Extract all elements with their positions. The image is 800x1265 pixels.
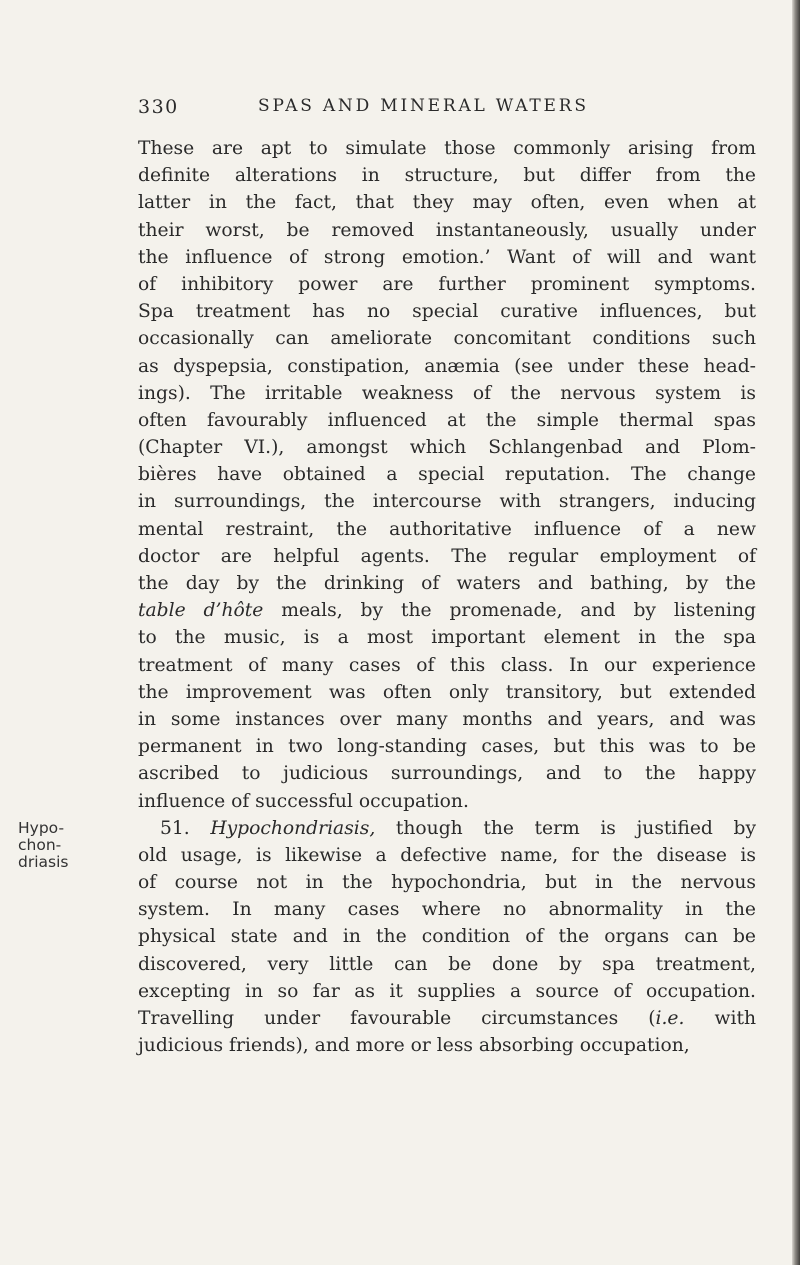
text-line: bières have obtained a special reputation. The change (138, 464, 756, 486)
text-line: to the music, is a most important element in the spa (138, 627, 756, 649)
text-line: old usage, is likewise a defective name, for the disease is (138, 844, 756, 866)
text-line: as dyspepsia, constipation, anæmia (see under these head- (138, 355, 756, 377)
text-line: latter in the fact, that they may often, even when at (138, 192, 756, 214)
text-line: physical state and in the condition of the organs can be (138, 926, 756, 948)
text-line: treatment of many cases of this class. In our experience (138, 654, 756, 676)
text-line: the improvement was often only transitory, but extended (138, 681, 756, 703)
text-line: doctor are helpful agents. The regular employment of (138, 545, 756, 567)
text-line: of inhibitory power are further prominent symptoms. (138, 273, 756, 295)
body-text (138, 135, 756, 1059)
page-edge-shadow (792, 0, 800, 1265)
margin-note-line: chon- (18, 836, 62, 854)
page-number: 330 (138, 96, 179, 118)
text-line: ascribed to judicious surroundings, and to the happy (138, 763, 756, 785)
text-line: permanent in two long-standing cases, but this was to be (138, 736, 756, 758)
section-title-hypochondriasis: Hypochondriasis, (210, 817, 376, 839)
text-line: their worst, be removed instantaneously, usually under (138, 219, 756, 241)
text-line: definite alterations in structure, but differ from the (138, 165, 756, 187)
text-segment: though the term is justified by (375, 817, 756, 839)
text-line: the influence of strong emotion.’ Want of will and want (138, 246, 756, 268)
italic-table-dhote: table d’hôte (138, 600, 264, 622)
text-line-table-dhote (138, 597, 756, 624)
text-segment: with (684, 1008, 756, 1029)
margin-note-hypochondriasis (18, 820, 90, 871)
running-title: SPAS AND MINERAL WATERS (258, 96, 589, 116)
text-line: system. In many cases where no abnormality in the (138, 899, 756, 921)
text-line: in some instances over many months and years, and was (138, 708, 756, 730)
text-line: of course not in the hypochondria, but in the nervous (138, 872, 756, 894)
margin-note-line: Hypo- (18, 819, 65, 837)
running-header (138, 96, 658, 124)
text-line: influence of successful occupation. (138, 790, 469, 812)
text-line: judicious friends), and more or less absorbing occupation, (138, 1035, 690, 1057)
text-line: These are apt to simulate those commonly arising from (138, 138, 756, 159)
text-line-travelling (138, 1005, 756, 1032)
margin-note-line: driasis (18, 853, 69, 871)
text-line: mental restraint, the authoritative influence of a new (138, 518, 756, 540)
text-line: often favourably influenced at the simple thermal spas (138, 409, 756, 431)
text-segment: meals, by the promenade, and by listening (263, 600, 756, 622)
text-line: occasionally can ameliorate concomitant conditions such (138, 328, 756, 350)
italic-ie: i.e. (655, 1008, 685, 1029)
text-line: discovered, very little can be done by spa treatment, (138, 953, 756, 975)
text-line: in surroundings, the intercourse with strangers, inducing (138, 491, 756, 513)
section-number: 51. (160, 817, 211, 839)
text-segment: Travelling under favourable circumstances ( (138, 1008, 656, 1029)
section-51-heading-line (138, 815, 756, 842)
text-line: excepting in so far as it supplies a source of occupation. (138, 980, 756, 1002)
text-line: the day by the drinking of waters and bathing, by the (138, 573, 756, 594)
text-line: Spa treatment has no special curative influences, but (138, 301, 756, 323)
text-line: (Chapter VI.), amongst which Schlangenbad and Plom- (138, 437, 756, 459)
text-line: ings). The irritable weakness of the nervous system is (138, 382, 756, 404)
